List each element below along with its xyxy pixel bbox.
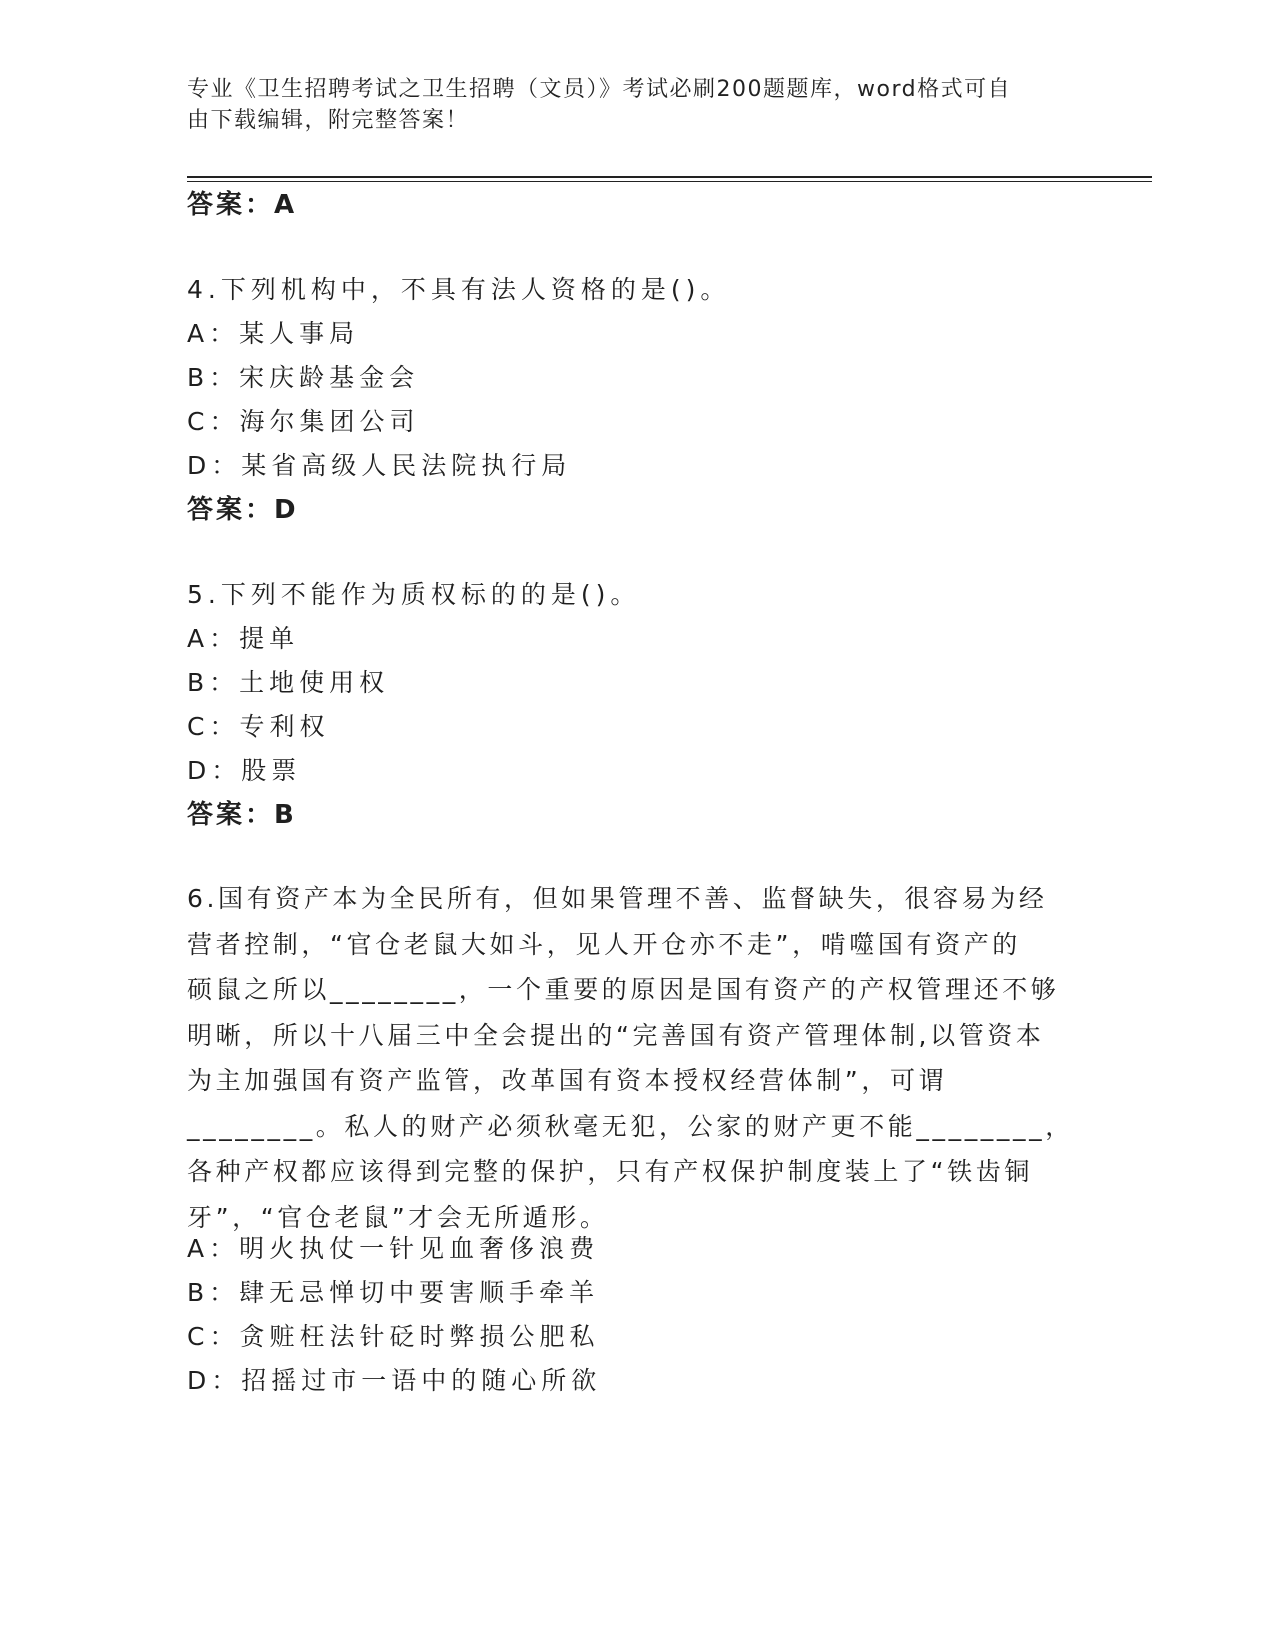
question-4-option-a: A：某人事局 xyxy=(187,319,360,348)
question-4-stem: 4.下列机构中，不具有法人资格的是()。 xyxy=(187,275,731,304)
header-divider-thin xyxy=(187,181,1152,182)
question-6-option-d: D：招摇过市一语中的随心所欲 xyxy=(187,1366,602,1395)
question-5-option-d: D：股票 xyxy=(187,756,302,785)
header-line-2: 由下载编辑，附完整答案！ xyxy=(187,108,470,133)
question-5-option-b: B：土地使用权 xyxy=(187,668,390,697)
header-divider-thick xyxy=(187,176,1152,178)
question-6-stem-line: ________。私人的财产必须秋毫无犯，公家的财产更不能________， xyxy=(187,1111,1074,1141)
question-6-option-b: B：肆无忌惮切中要害顺手牵羊 xyxy=(187,1278,600,1307)
question-6-stem-line: 6.国有资产本为全民所有，但如果管理不善、监督缺失，很容易为经 xyxy=(187,884,1048,913)
question-6-stem-line: 硕鼠之所以________，一个重要的原因是国有资产的产权管理还不够 xyxy=(187,975,1060,1004)
question-6-option-a: A：明火执仗一针见血奢侈浪费 xyxy=(187,1234,600,1263)
answer-q3: 答案：A xyxy=(187,190,298,220)
question-6-stem-line: 为主加强国有资产监管，改革国有资本授权经营体制”，可谓 xyxy=(187,1066,948,1095)
answer-q5: 答案：B xyxy=(187,800,297,830)
question-6-stem-line: 营者控制，“官仓老鼠大如斗，见人开仓亦不走”，啃噬国有资产的 xyxy=(187,929,1021,959)
question-5-stem: 5.下列不能作为质权标的的是()。 xyxy=(187,580,641,609)
question-6-option-c: C：贪赃枉法针砭时弊损公肥私 xyxy=(187,1322,600,1351)
question-6-stem-line: 牙”，“官仓老鼠”才会无所遁形。 xyxy=(187,1202,609,1232)
question-6-stem-line: 各种产权都应该得到完整的保护，只有产权保护制度装上了“铁齿铜 xyxy=(187,1157,1033,1186)
question-4-option-d: D：某省高级人民法院执行局 xyxy=(187,451,572,480)
header-line-1: 专业《卫生招聘考试之卫生招聘（文员）》考试必刷200题题库，word格式可自 xyxy=(187,77,1012,102)
question-6-stem-line: 明晰，所以十八届三中全会提出的“完善国有资产管理体制,以管资本 xyxy=(187,1020,1045,1050)
question-6-stem xyxy=(187,876,1077,1240)
question-5-option-a: A：提单 xyxy=(187,624,300,653)
document-header xyxy=(187,74,1067,136)
answer-q4: 答案：D xyxy=(187,495,299,525)
question-5-option-c: C：专利权 xyxy=(187,712,330,741)
question-4-option-c: C：海尔集团公司 xyxy=(187,407,420,436)
question-4-option-b: B：宋庆龄基金会 xyxy=(187,363,420,392)
